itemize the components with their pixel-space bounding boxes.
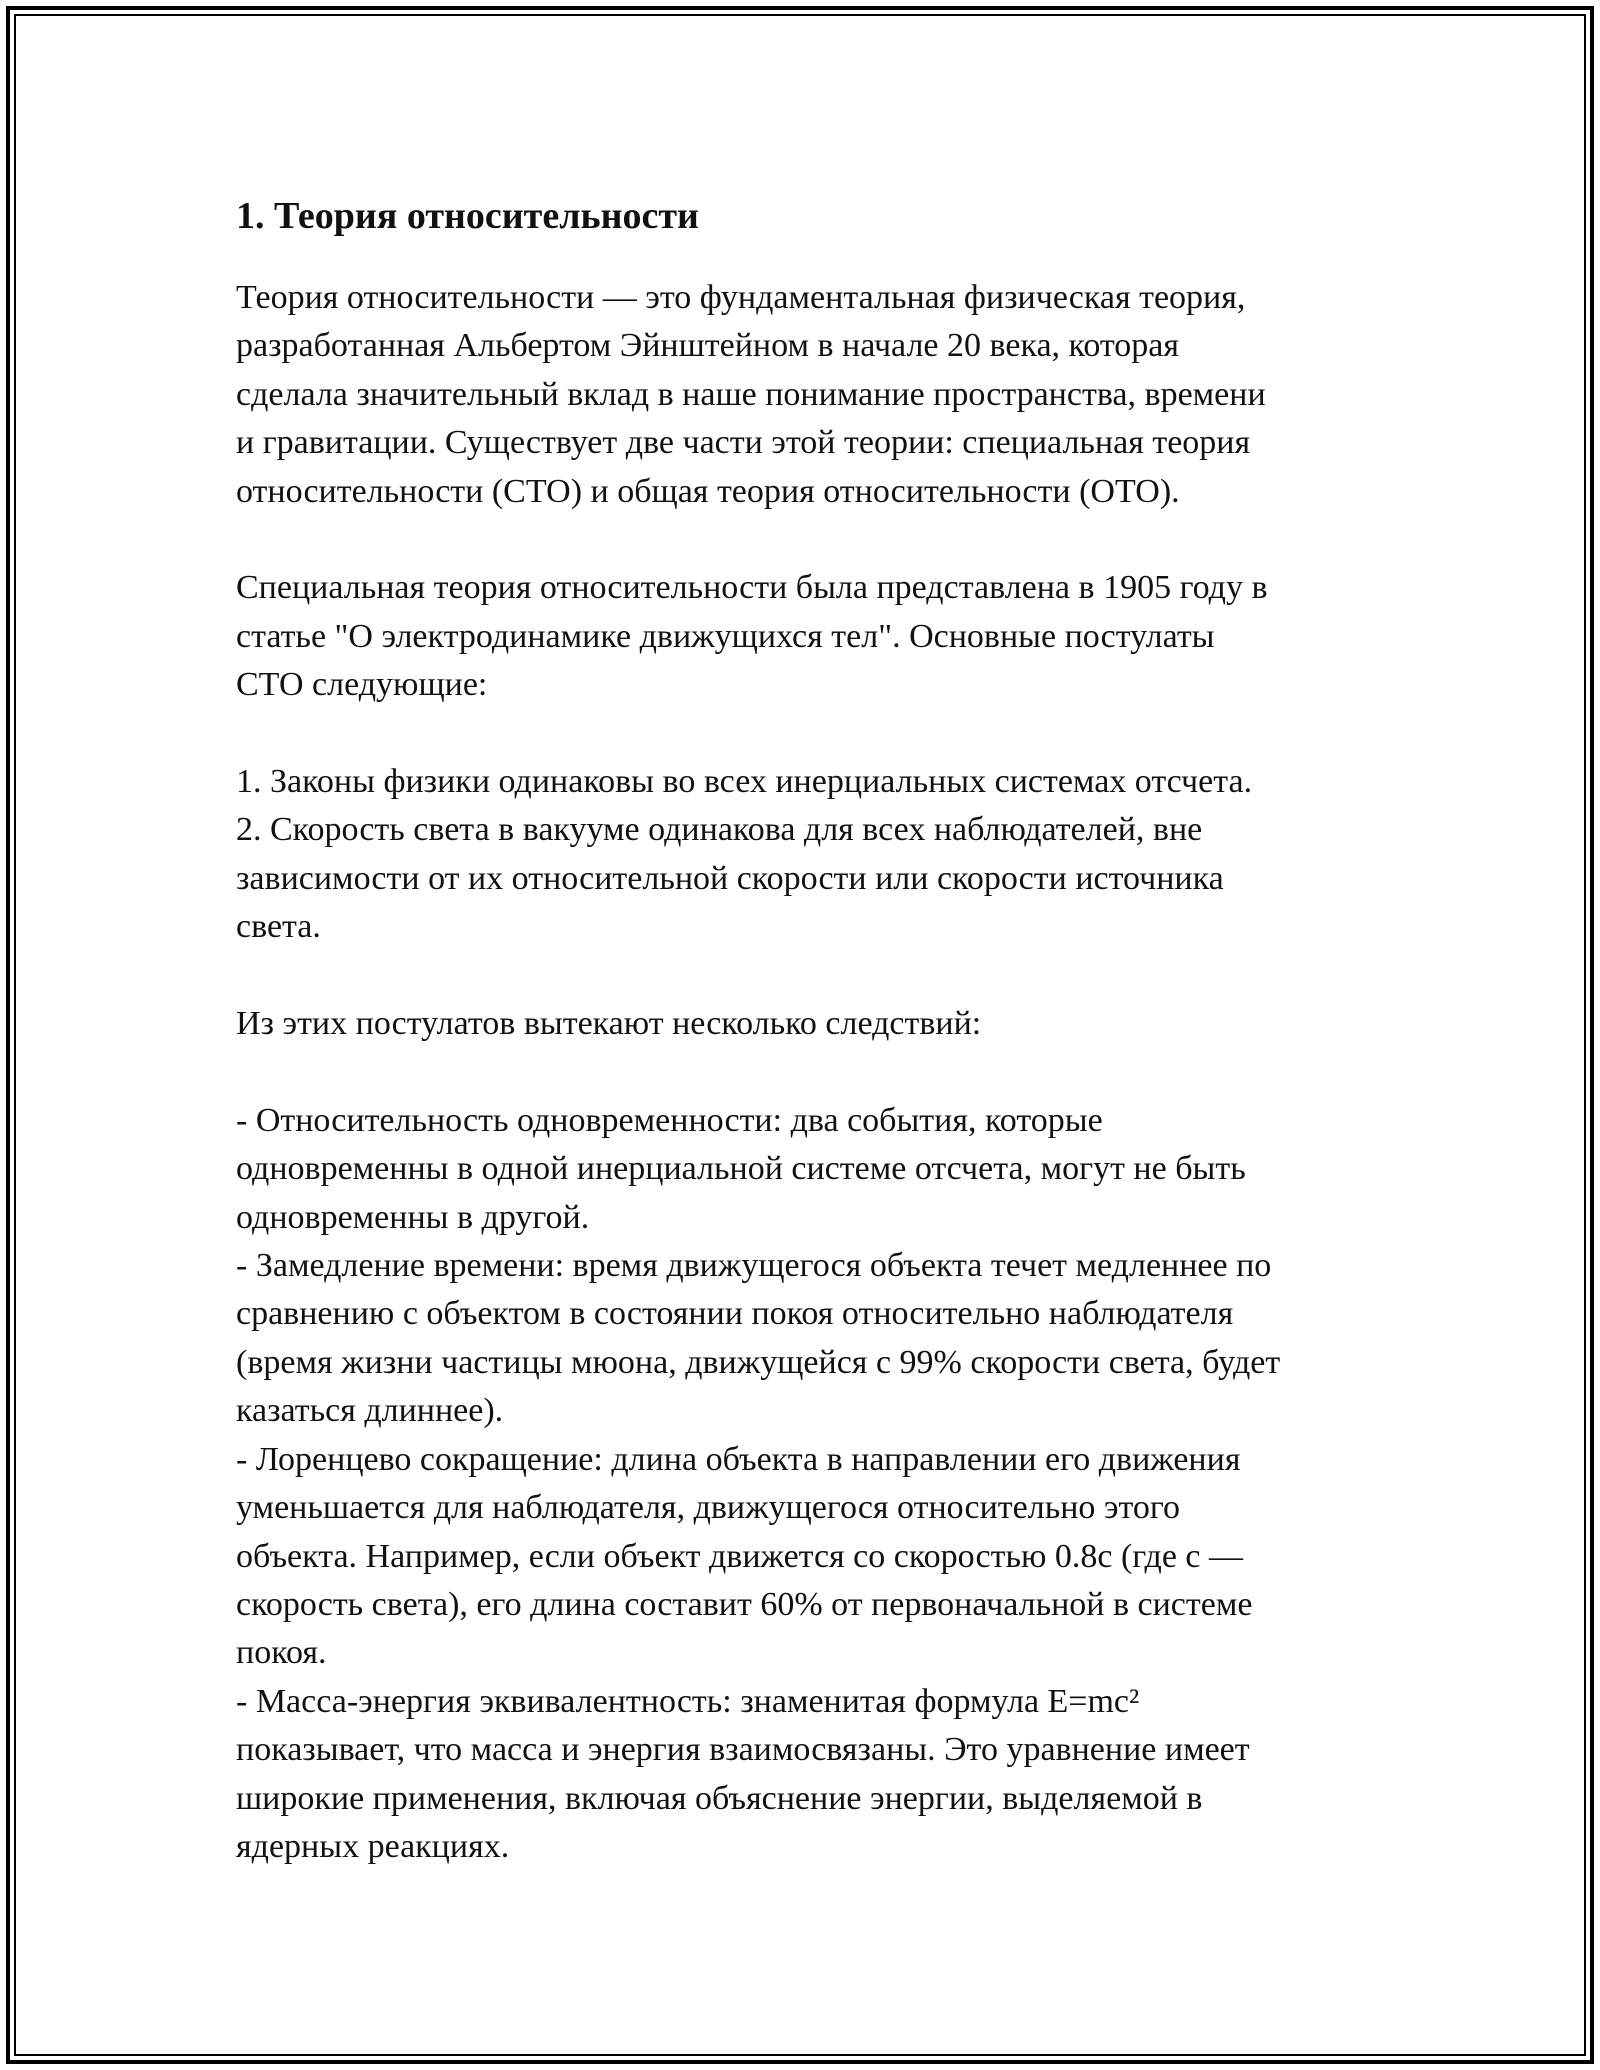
text-line: относительности (СТО) и общая теория относительности (ОТО). [236,472,1180,510]
text-line: покоя. [236,1634,327,1672]
text-line: сделала значительный вклад в наше понимание пространства, времени [236,375,1266,413]
text-line: казаться длиннее). [236,1392,504,1430]
text-line: (время жизни частицы мюона, движущейся с 99% скорости света, будет [236,1343,1281,1381]
list-item: - Относительность одновременности: два события, которые [236,1101,1103,1139]
text-line: одновременны в другой. [236,1198,590,1236]
text-line: сравнению с объектом в состоянии покоя относительно наблюдателя [236,1295,1234,1333]
text-line: зависимости от их относительной скорости или скорости источника [236,859,1224,897]
list-item: - Лоренцево сокращение: длина объекта в направлении его движения [236,1440,1241,1478]
consequences-list [236,1097,1386,1872]
text-line: СТО следующие: [236,666,488,704]
text-line: Из этих постулатов вытекают несколько следствий: [236,1005,982,1043]
text-line: Теория относительности — это фундаментальная физическая теория, [236,279,1246,316]
text-line: уменьшается для наблюдателя, движущегося относительно этого [236,1489,1181,1527]
text-line: скорость света), его длина составит 60% от первоначальной в системе [236,1585,1253,1623]
text-line: статье "О электродинамике движущихся тел". Основные постулаты [236,617,1215,655]
paragraph-intro [236,274,1386,516]
list-item: 2. Скорость света в вакууме одинакова для всех наблюдателей, вне [236,811,1203,849]
list-item: 1. Законы физики одинаковы во всех инерциальных системах отсчета. [236,763,1253,801]
list-item: - Замедление времени: время движущегося объекта течет медленнее по [236,1247,1272,1285]
list-item: - Масса-энергия эквивалентность: знаменитая формула E=mc² [236,1682,1140,1720]
section-title: 1. Теория относительности [236,195,699,237]
postulates-list [236,758,1386,952]
document-body [236,180,1386,1871]
text-line: широкие применения, включая объяснение энергии, выделяемой в [236,1779,1203,1817]
text-line: ядерных реакциях. [236,1827,510,1865]
text-line: разработанная Альбертом Эйнштейном в начале 20 века, которая [236,327,1180,365]
text-line: света. [236,908,321,946]
paragraph-special-relativity [236,564,1386,709]
text-line: и гравитации. Существует две части этой теории: специальная теория [236,424,1251,462]
text-line: показывает, что масса и энергия взаимосвязаны. Это уравнение имеет [236,1731,1250,1769]
text-line: Специальная теория относительности была представлена в 1905 году в [236,569,1268,607]
text-line: одновременны в одной инерциальной системе отсчета, могут не быть [236,1150,1246,1188]
text-line: объекта. Например, если объект движется со скоростью 0.8c (где c — [236,1537,1244,1575]
paragraph-consequences-intro [236,1000,1386,1048]
